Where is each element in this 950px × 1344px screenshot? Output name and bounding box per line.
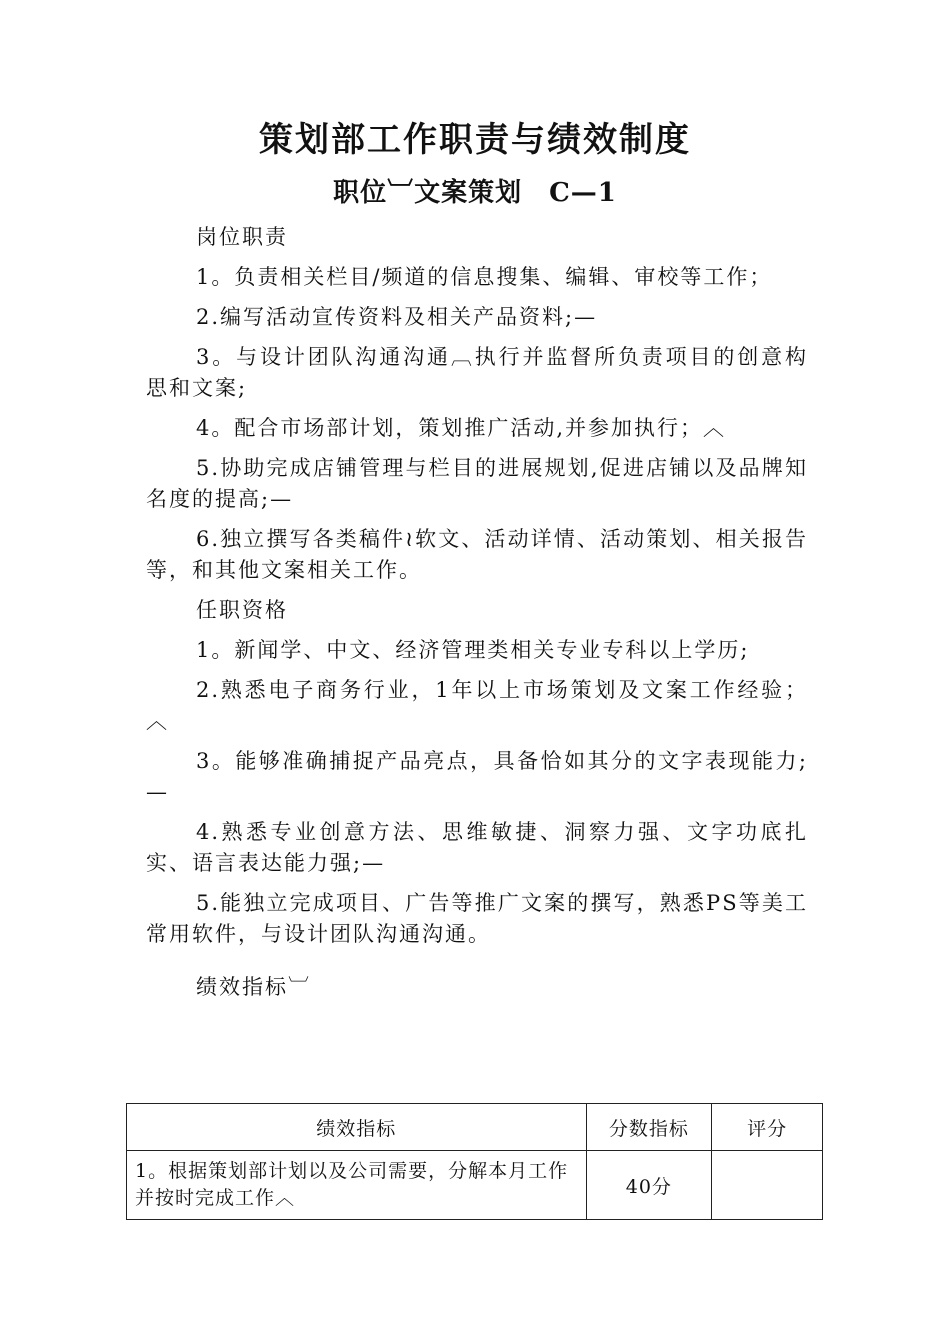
kpi-header-indicator: 绩效指标 [127, 1104, 587, 1151]
duty-item: 4。配合市场部计划，策划推广活动,并参加执行；︿ [196, 416, 727, 440]
kpi-table-header-row [127, 1104, 823, 1151]
duty-item: 5.协助完成店铺管理与栏目的进展规划,促进店铺以及品牌知名度的提高;— [146, 456, 808, 511]
document-body [146, 222, 808, 1012]
kpi-header-rating: 评分 [712, 1104, 823, 1151]
kpi-indicator-cell: 1。根据策划部计划以及公司需要，分解本月工作并按时完成工作︿ [127, 1151, 587, 1220]
duty-item: 3。与设计团队沟通沟通︹执行并监督所负责项目的创意构思和文案; [146, 345, 808, 400]
duty-item: 2.编写活动宣传资料及相关产品资料;— [196, 305, 598, 329]
kpi-header-score-target: 分数指标 [586, 1104, 712, 1151]
qualification-item: 4.熟悉专业创意方法、思维敏捷、洞察力强、文字功底扎实、语言表达能力强;— [146, 820, 808, 875]
duty-item: 6.独立撰写各类稿件≀软文、活动详情、活动策划、相关报告等，和其他文案相关工作。 [146, 527, 808, 582]
qualification-item: 1。新闻学、中文、经济管理类相关专业专科以上学历; [196, 638, 750, 662]
kpi-heading: 绩效指标︺ [196, 975, 311, 999]
duties-heading: 岗位职责 [196, 225, 288, 249]
document-subtitle: 职位︺文案策划 C—1 [333, 178, 617, 208]
kpi-rating-cell [712, 1151, 823, 1220]
kpi-score-cell: 40分 [586, 1151, 712, 1220]
duty-item: 1。负责相关栏目/频道的信息搜集、编辑、审校等工作； [196, 265, 773, 289]
qualification-item: 3。能够准确捕捉产品亮点，具备恰如其分的文字表现能力;— [146, 749, 808, 804]
qualification-item: 5.能独立完成项目、广告等推广文案的撰写，熟悉PS等美工常用软件，与设计团队沟通沟通。 [146, 891, 808, 946]
table-row [127, 1151, 823, 1220]
qualification-item: 2.熟悉电子商务行业，1年以上市场策划及文案工作经验；︿ [146, 678, 808, 733]
kpi-table [126, 1103, 823, 1220]
qualifications-heading: 任职资格 [196, 598, 288, 622]
document-title: 策划部工作职责与绩效制度 [259, 120, 691, 160]
